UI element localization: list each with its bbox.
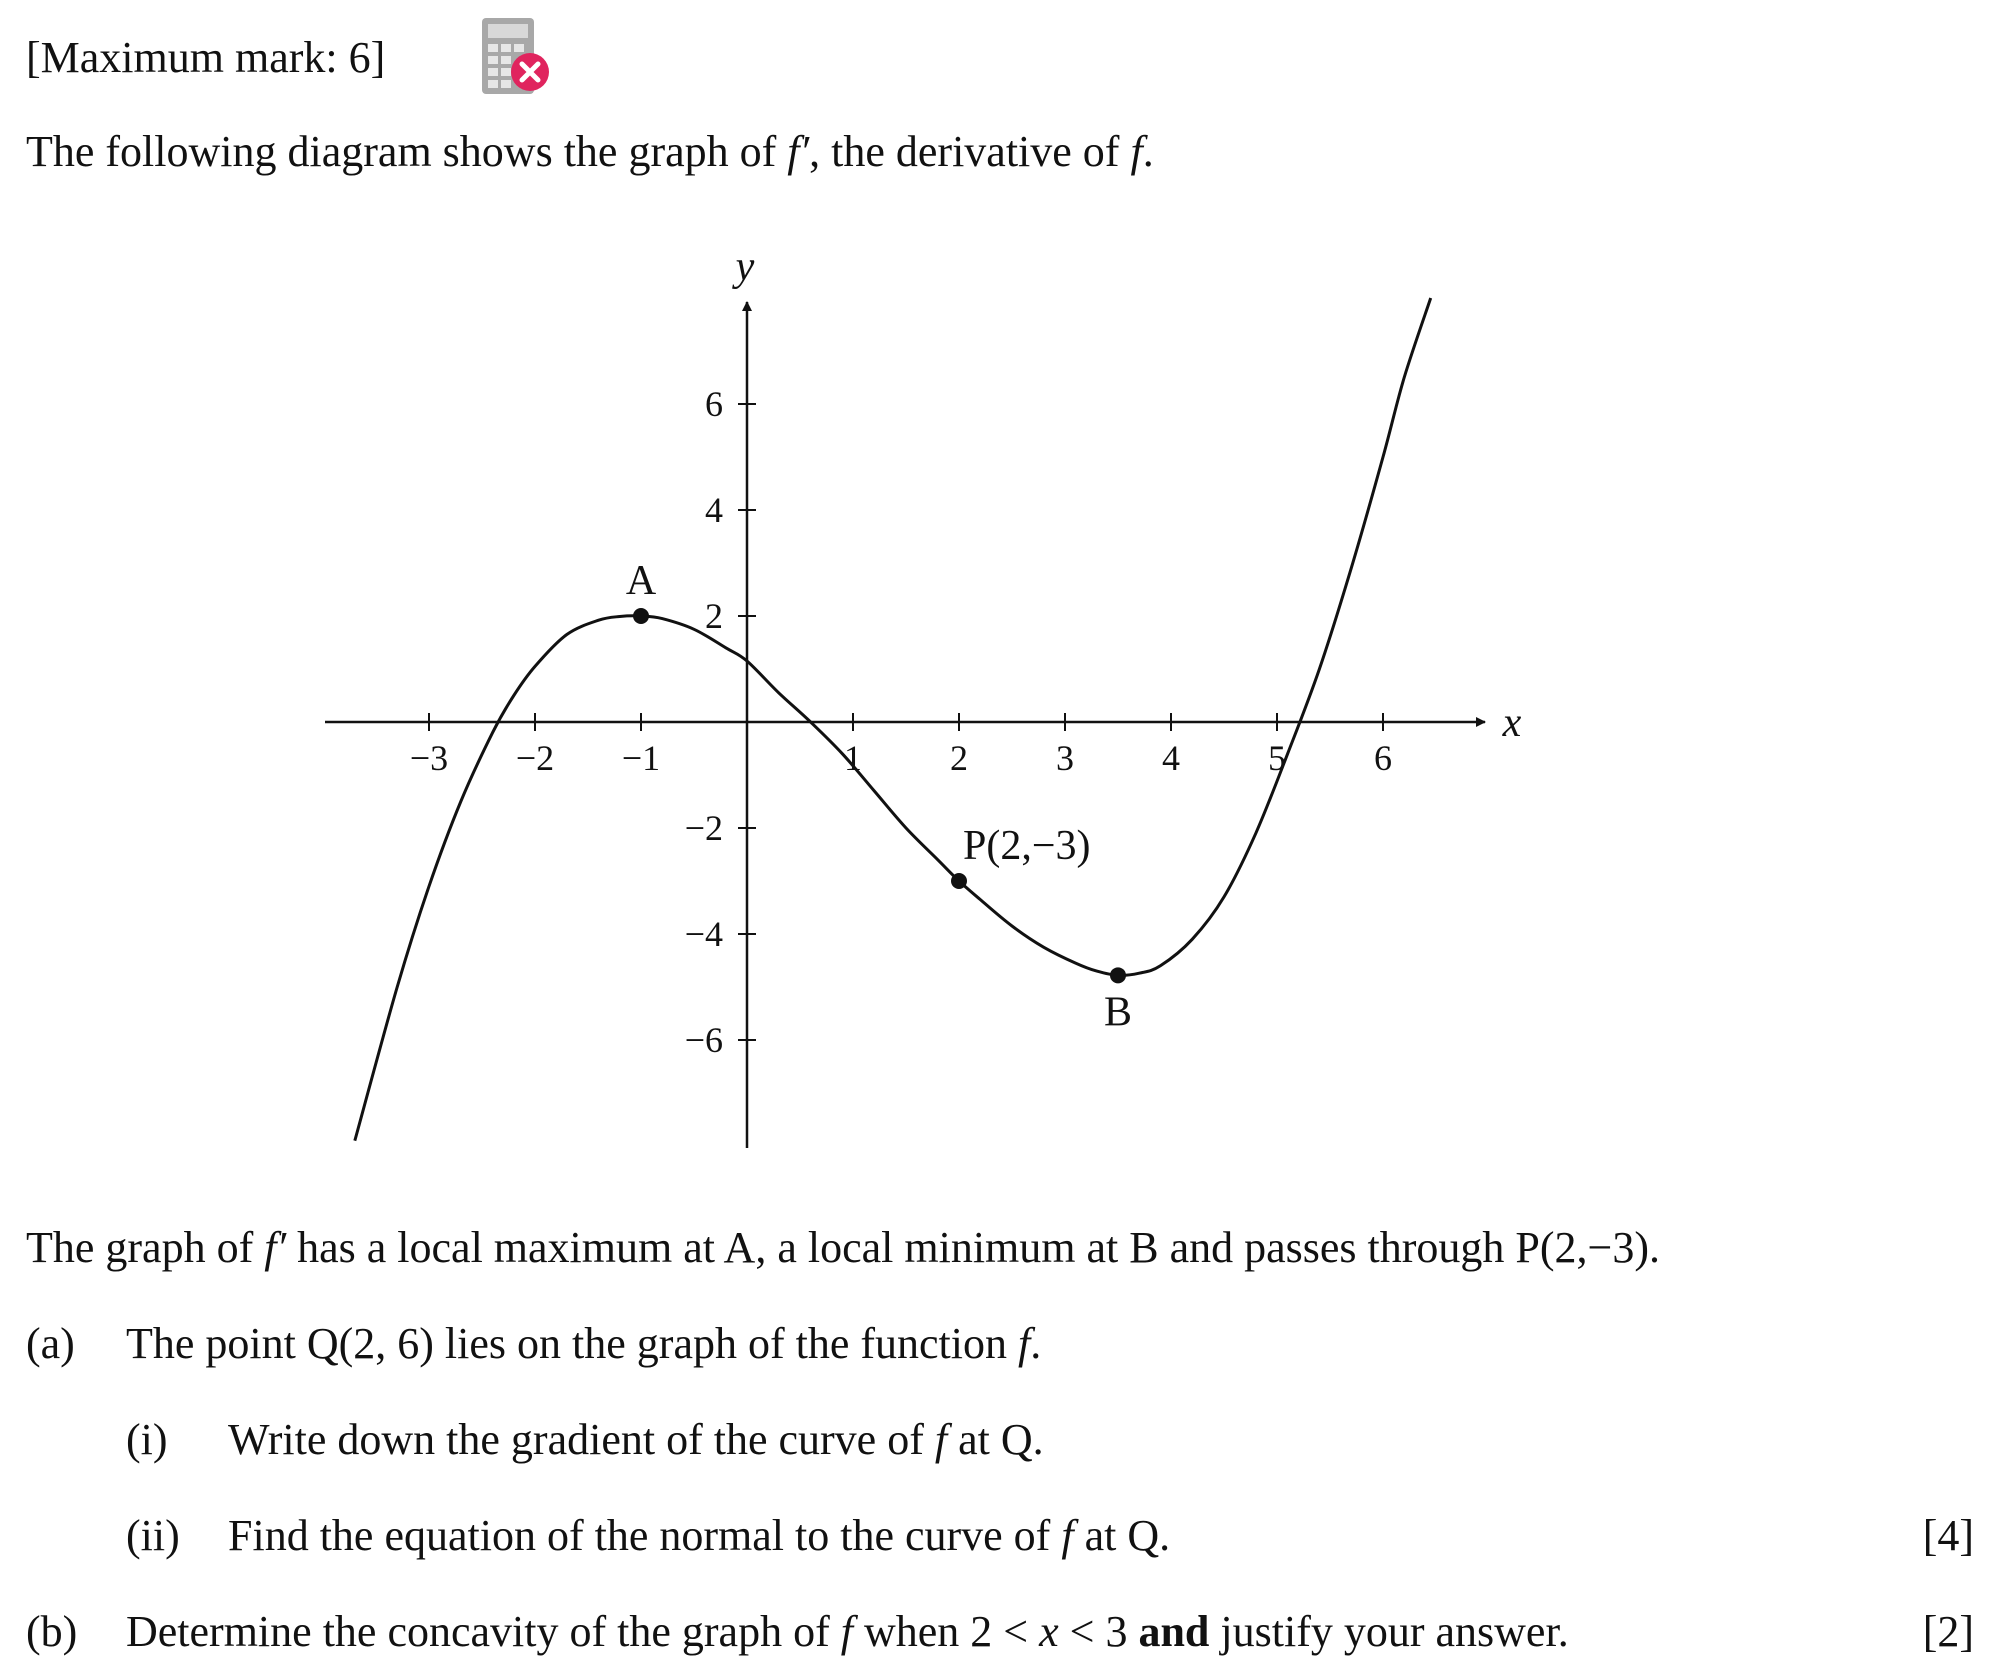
part-b-marks: [2] (1922, 1607, 1974, 1656)
x-tick-label: 5 (1268, 738, 1286, 778)
y-tick-label: −4 (684, 914, 723, 954)
f-symbol: f (934, 1415, 948, 1464)
f-prime-symbol: f′ (787, 127, 810, 176)
part-a-ii-part: Find the equation of the normal to the curve of (228, 1511, 1062, 1560)
part-b-text (126, 1607, 1569, 1656)
point-a-label: A (625, 558, 657, 604)
y-tick-label: −6 (684, 1020, 723, 1060)
x-axis-label: x (1502, 700, 1522, 746)
intro-part: , the derivative of (809, 127, 1131, 176)
part-a-label: (a) (26, 1319, 75, 1368)
y-tick-label: 4 (705, 490, 723, 530)
x-tick-label: 1 (844, 738, 862, 778)
derivative-curve (355, 298, 1431, 1141)
statement-part: has a local maximum at A, a local minimum at B and passes through P(2,−3). (286, 1223, 1661, 1272)
f-symbol: f (1130, 127, 1143, 176)
point-a (633, 608, 649, 624)
intro-part: . (1142, 127, 1154, 176)
point-b (1110, 967, 1126, 983)
part-a-ii-text (228, 1511, 1171, 1560)
part-b-part: justify your answer. (1209, 1607, 1569, 1656)
part-a-part: . (1030, 1319, 1042, 1368)
part-b-part: Determine the concavity of the graph of (126, 1607, 841, 1656)
x-tick-label: −3 (409, 738, 449, 778)
x-tick-label: 3 (1056, 738, 1074, 778)
part-b-part: when 2 < (852, 1607, 1040, 1656)
f-symbol: f (1061, 1511, 1074, 1560)
part-b-part: < 3 (1058, 1607, 1139, 1656)
part-a-i-part: Write down the gradient of the curve of (228, 1415, 935, 1464)
part-a-i-label: (i) (126, 1415, 168, 1464)
intro-part: The following diagram shows the graph of (26, 127, 788, 176)
f-symbol: f (1018, 1319, 1031, 1368)
part-a-i-text (228, 1415, 1044, 1464)
part-a-part: The point Q(2, 6) lies on the graph of the function (126, 1319, 1019, 1368)
max-mark-label: [Maximum mark: 6] (26, 33, 386, 82)
y-tick-label: 2 (705, 596, 723, 636)
part-a-ii-label: (ii) (126, 1511, 180, 1560)
x-tick-label: 2 (950, 738, 968, 778)
graph-statement (26, 1223, 1661, 1272)
part-b-label: (b) (26, 1607, 78, 1656)
y-tick-label: −2 (684, 808, 723, 848)
part-a-text (126, 1319, 1042, 1368)
part-a-i-part: at Q. (947, 1415, 1044, 1464)
point-p (951, 873, 967, 889)
x-symbol: x (1039, 1607, 1059, 1656)
x-tick-label: 6 (1374, 738, 1392, 778)
f-prime-symbol: f′ (264, 1223, 287, 1272)
statement-part: The graph of (26, 1223, 265, 1272)
part-b-bold-and: and (1138, 1607, 1210, 1656)
y-axis-label: y (735, 244, 755, 290)
f-symbol: f (840, 1607, 853, 1656)
part-a-ii-part: at Q. (1073, 1511, 1171, 1560)
x-tick-label: −1 (621, 738, 661, 778)
x-tick-label: −2 (515, 738, 555, 778)
part-a-marks: [4] (1922, 1511, 1974, 1560)
point-b-label: B (1103, 989, 1133, 1036)
point-p-label: P(2,−3) (963, 823, 1091, 869)
y-tick-label: 6 (705, 384, 723, 424)
x-tick-label: 4 (1162, 738, 1180, 778)
